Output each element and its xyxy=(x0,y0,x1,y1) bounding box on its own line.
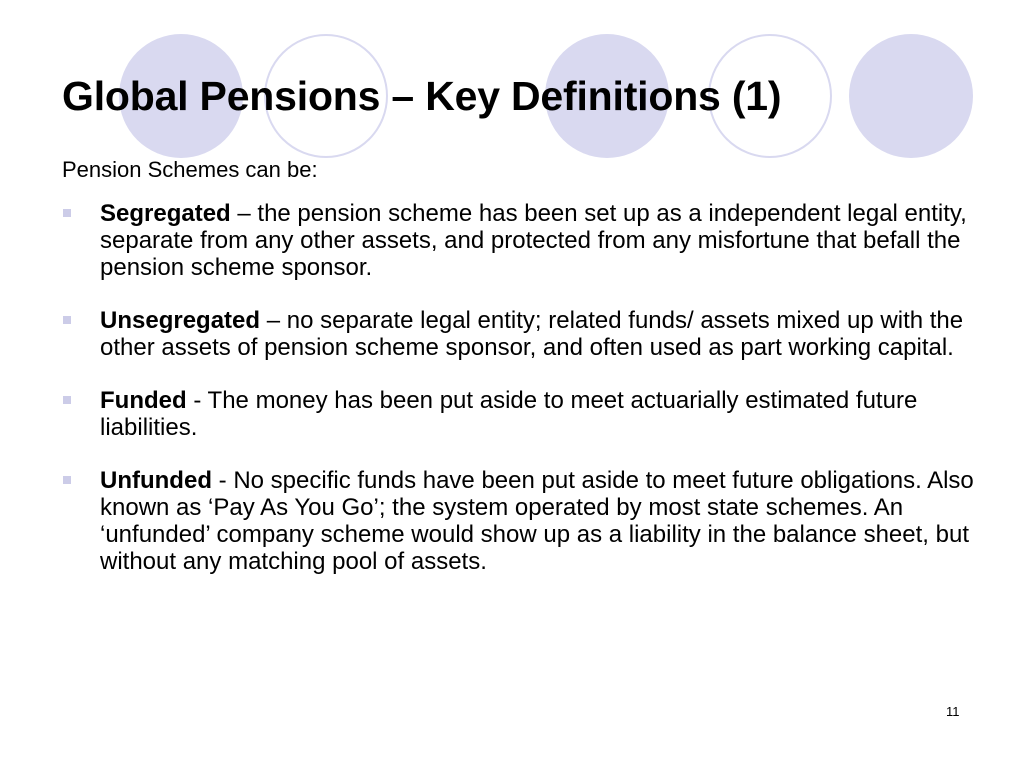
definition-text: – no separate legal entity; related funds/ assets mixed up with the other assets of pension scheme sponsor, and often used as part working capital. xyxy=(100,307,964,361)
definition-item-funded xyxy=(62,387,982,441)
square-bullet-icon xyxy=(63,209,71,217)
square-bullet-icon xyxy=(63,476,71,484)
decorative-circle xyxy=(849,34,973,158)
definition-term: Unfunded xyxy=(100,467,212,494)
square-bullet-icon xyxy=(63,316,71,324)
intro-text: Pension Schemes can be: xyxy=(62,157,318,182)
definition-term: Funded xyxy=(100,387,187,414)
definition-term: Segregated xyxy=(100,200,231,227)
definition-item-unfunded xyxy=(62,467,982,575)
definition-list xyxy=(62,200,982,601)
definition-text: - No specific funds have been put aside to meet future obligations. Also known as ‘Pay As You Go’; the system operated by most state schemes. An ‘unfunded’ company scheme would show up as a liability in the balance sheet, but without any matching pool of assets. xyxy=(100,467,974,575)
definition-text: - The money has been put aside to meet actuarially estimated future liabilities. xyxy=(100,387,918,441)
definition-text: – the pension scheme has been set up as a independent legal entity, separate from any other assets, and protected from any misfortune that befall the pension scheme sponsor. xyxy=(100,200,967,281)
definition-item-unsegregated xyxy=(62,307,982,361)
page-number: 11 xyxy=(946,704,960,719)
definition-item-segregated xyxy=(62,200,982,281)
definition-term: Unsegregated xyxy=(100,307,261,334)
slide-title: Global Pensions – Key Definitions (1) xyxy=(62,73,782,119)
square-bullet-icon xyxy=(63,396,71,404)
